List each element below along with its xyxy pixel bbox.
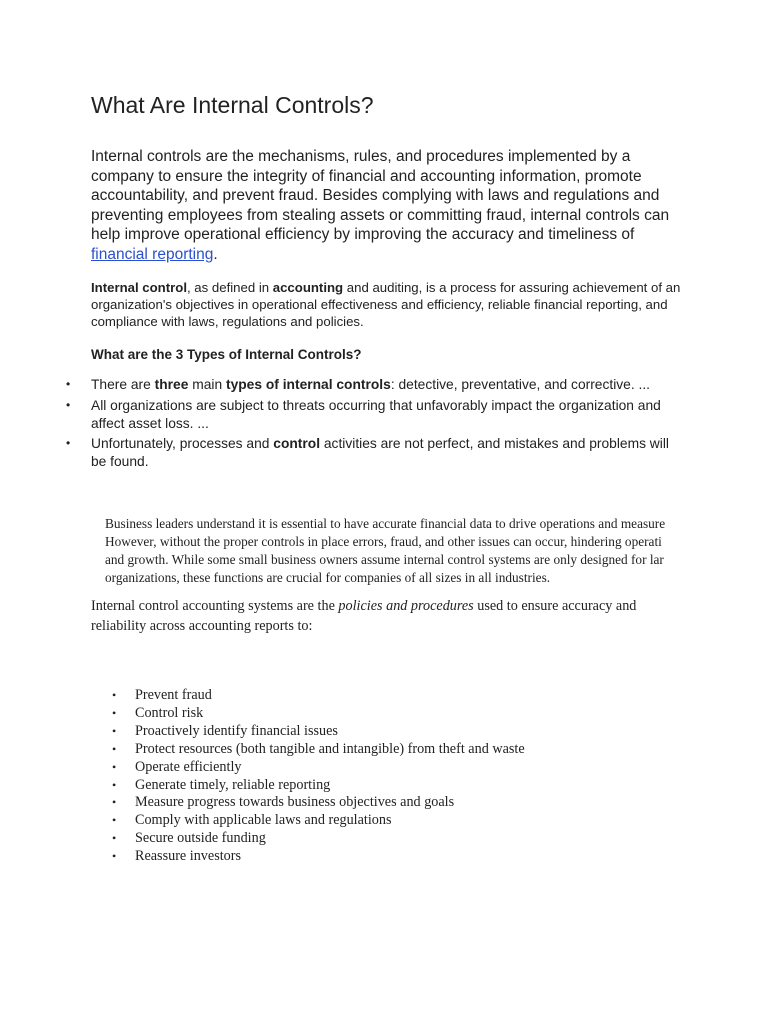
reason-text: Protect resources (both tangible and intangible) from theft and waste [135,740,525,757]
bullet-icon: • [112,831,117,846]
reason-text: Proactively identify financial issues [135,722,338,739]
reason-text: Generate timely, reliable reporting [135,776,331,793]
bullet-icon: • [112,705,117,720]
reason-text: Control risk [135,704,204,721]
bullet-icon: • [66,397,71,412]
quote-line: Business leaders understand it is essential to have accurate financial data to drive operations and measure [105,516,666,531]
list-item [0,759,700,777]
list-item [0,794,700,812]
list-item [0,723,700,741]
types-heading: What are the 3 Types of Internal Controls? [91,347,362,362]
quote-line: However, without the proper controls in place errors, fraud, and other issues can occur, hindering operati [105,534,662,549]
definition-term2: accounting [272,280,344,295]
business-leaders-paragraph [105,515,768,587]
list-item [0,435,680,471]
list-item [0,705,700,723]
reason-text: Operate efficiently [135,758,242,775]
intro-paragraph [91,147,691,264]
reasons-list [0,687,700,866]
types-item-bold: three [154,377,189,392]
systems-text: used to ensure accuracy and reliability across accounting reports to: [91,598,637,634]
reason-text: Reassure investors [135,848,241,865]
list-item [0,687,700,705]
bullet-icon: • [112,849,117,864]
reason-text: Measure progress towards business objectives and goals [135,794,455,811]
reason-text: Secure outside funding [135,830,266,847]
bullet-icon: • [112,759,117,774]
types-item-text: activities are not perfect, and mistakes and problems will be found. [91,436,669,470]
financial-reporting-link[interactable]: financial reporting [91,245,214,263]
types-item-bold: control [273,436,321,452]
list-item [0,741,700,759]
list-item [0,777,700,795]
definition-term: Internal control [91,280,187,295]
definition-paragraph [91,280,691,330]
list-item [0,848,700,866]
systems-emphasis: policies and procedures [338,598,474,614]
types-item-text: All organizations are subject to threats occurring that unfavorably impact the organization and affect asset loss. ... [91,397,661,431]
page-title: What Are Internal Controls? [91,92,374,118]
bullet-icon: • [112,777,117,792]
types-item-bold: types of internal controls [225,377,391,392]
bullet-icon: • [112,688,117,702]
intro-end: . [213,245,218,263]
list-item [0,397,680,433]
reason-text: Prevent fraud [135,687,212,703]
intro-text: Internal controls are the mechanisms, rules, and procedures implemented by a company to ensure the integrity of financial and accounting information, promote accountability, and prevent fraud. Besides complying with laws and regulations and preventing employees from stealing assets or committing fraud, internal controls can help improve operational efficiency by improving the accuracy and timeliness of [91,148,670,243]
types-item-text: : detective, preventative, and corrective. ... [390,377,651,392]
types-list [0,376,680,474]
types-item-text: Unfortunately, processes and [91,436,274,452]
quote-line: organizations, these functions are crucial for companies of all sizes in all industries. [105,570,551,585]
reason-text: Comply with applicable laws and regulations [135,812,392,829]
bullet-icon: • [112,795,117,810]
list-item [0,812,700,830]
list-item [0,376,680,394]
systems-text: Internal control accounting systems are the [91,598,339,614]
definition-part1: , as defined in [186,280,273,295]
bullet-icon: • [112,741,117,756]
systems-paragraph [91,597,691,636]
bullet-icon: • [66,436,71,451]
definition-part2: and auditing, is a process for assuring achievement of an organization's objectives in operational effectiveness and efficiency, reliable financial reporting, and compliance with laws, regulations and policies. [91,280,681,329]
types-item-text: There are [91,377,155,392]
types-item-text: main [188,377,226,392]
bullet-icon: • [112,723,117,738]
quote-line: and growth. While some small business owners assume internal control systems are only designed for lar [105,552,664,567]
bullet-icon: • [112,813,117,828]
list-item [0,830,700,848]
bullet-icon: • [66,377,71,391]
